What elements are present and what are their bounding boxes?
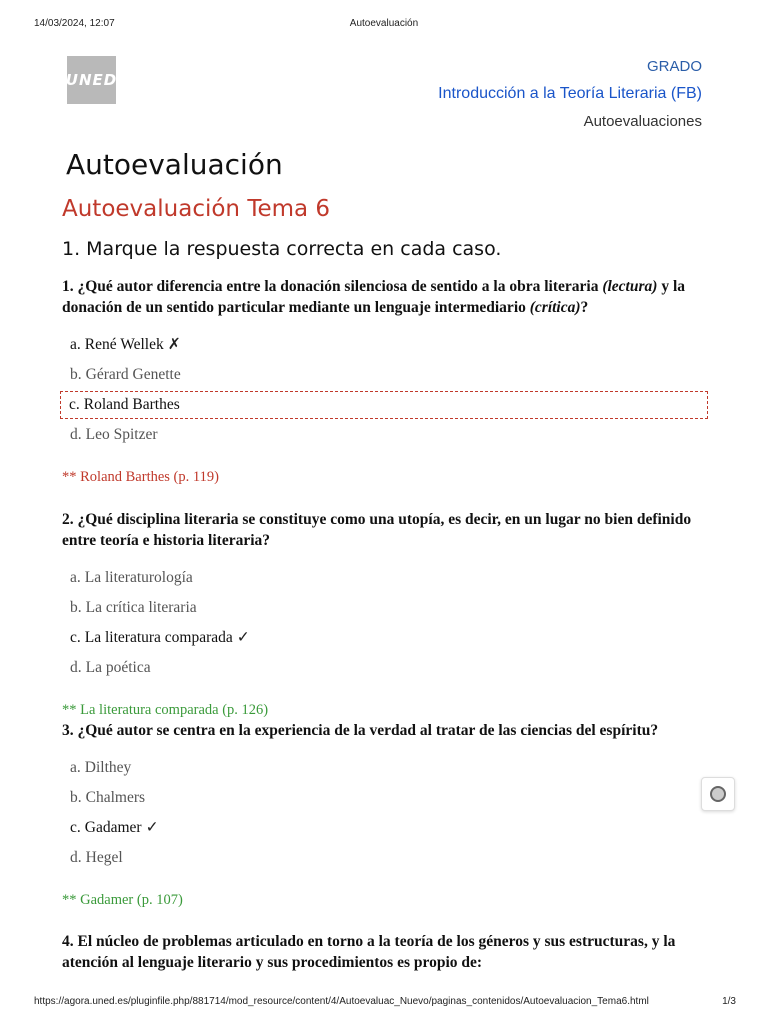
option-letter: d. — [70, 659, 82, 676]
option-letter: a. — [70, 759, 81, 776]
option-letter: d. — [70, 426, 82, 443]
option-text: Gérard Genette — [85, 366, 181, 383]
cross-mark-icon: ✗ — [167, 336, 181, 353]
option-letter: b. — [70, 366, 82, 383]
question-text-part: y la donación de un sentido particular mediante un lenguaje intermediario — [62, 278, 685, 316]
option-c[interactable] — [62, 625, 706, 651]
option-b[interactable] — [62, 595, 706, 621]
option-text: Hegel — [85, 849, 123, 866]
widget-circle-icon — [710, 786, 726, 802]
print-title: Autoevaluación — [349, 18, 419, 29]
option-letter: c. — [70, 819, 81, 836]
question-text-part: 1. ¿Qué autor diferencia entre la donación silenciosa de sentido a la obra literaria — [62, 278, 603, 295]
option-d[interactable] — [62, 422, 706, 448]
quiz-subtitle: Autoevaluación Tema 6 — [62, 196, 331, 222]
question-text-italic: (crítica) — [529, 299, 581, 316]
option-letter: a. — [70, 569, 81, 586]
option-letter: a. — [70, 336, 81, 353]
option-c-correct[interactable] — [61, 392, 707, 418]
feedback-incorrect: ** Roland Barthes (p. 119) — [62, 469, 219, 485]
option-text: Roland Barthes — [83, 396, 180, 413]
option-a[interactable] — [62, 755, 706, 781]
option-a[interactable] — [62, 332, 706, 358]
option-text: La literatura comparada — [84, 629, 233, 646]
option-letter: b. — [70, 789, 82, 806]
course-header — [438, 57, 702, 132]
options-list — [62, 755, 706, 871]
print-date: 14/03/2024, 12:07 — [34, 18, 115, 29]
question-text: 4. El núcleo de problemas articulado en torno a la teoría de los géneros y sus estructuras, y la atención al lenguaje literario y sus procedimientos es propio de: — [62, 933, 676, 971]
question-text-italic: (lectura) — [602, 278, 658, 295]
print-url: https://agora.uned.es/pluginfile.php/881714/mod_resource/content/4/Autoevaluac_Nuevo/paginas_contenidos/Autoevaluacion_Tema6.html — [34, 996, 649, 1007]
option-text: Dilthey — [84, 759, 132, 776]
degree-label[interactable]: GRADO — [646, 58, 702, 75]
check-mark-icon: ✓ — [145, 819, 159, 836]
instruction: 1. Marque la respuesta correcta en cada caso. — [62, 238, 502, 260]
check-mark-icon: ✓ — [236, 629, 250, 646]
option-text: La literaturología — [84, 569, 193, 586]
option-letter: d. — [70, 849, 82, 866]
uned-logo[interactable] — [67, 56, 116, 104]
course-link[interactable]: Introducción a la Teoría Literaria (FB) — [438, 85, 702, 102]
question-2 — [62, 509, 706, 719]
option-d[interactable] — [62, 845, 706, 871]
question-3 — [62, 720, 706, 909]
question-text — [62, 276, 706, 318]
option-text: Gadamer — [84, 819, 142, 836]
options-list — [62, 332, 706, 448]
page-counter: 1/3 — [722, 996, 736, 1007]
page-title: Autoevaluación — [66, 148, 283, 181]
option-text: La crítica literaria — [85, 599, 197, 616]
options-list — [62, 565, 706, 681]
question-text: 3. ¿Qué autor se centra en la experiencia de la verdad al tratar de las ciencias del espíritu? — [62, 722, 659, 739]
feedback-correct: ** Gadamer (p. 107) — [62, 892, 183, 908]
option-letter: b. — [70, 599, 82, 616]
question-1 — [62, 276, 706, 486]
logo-text: UNED — [65, 71, 118, 89]
option-letter: c. — [70, 629, 81, 646]
option-c[interactable] — [62, 815, 706, 841]
question-text-part: ? — [580, 299, 589, 316]
option-text: Leo Spitzer — [85, 426, 158, 443]
option-d[interactable] — [62, 655, 706, 681]
option-b[interactable] — [62, 785, 706, 811]
option-text: La poética — [85, 659, 151, 676]
option-text: Chalmers — [85, 789, 146, 806]
option-text: René Wellek — [84, 336, 164, 353]
option-b[interactable] — [62, 362, 706, 388]
option-letter: c. — [69, 396, 80, 413]
section-label[interactable]: Autoevaluaciones — [583, 113, 702, 130]
question-text: 2. ¿Qué disciplina literaria se constituye como una utopía, es decir, en un lugar no bien definido entre teoría e historia literaria? — [62, 511, 692, 549]
option-a[interactable] — [62, 565, 706, 591]
feedback-correct: ** La literatura comparada (p. 126) — [62, 702, 269, 718]
question-4 — [62, 931, 706, 973]
accessibility-widget-icon[interactable] — [701, 777, 735, 811]
